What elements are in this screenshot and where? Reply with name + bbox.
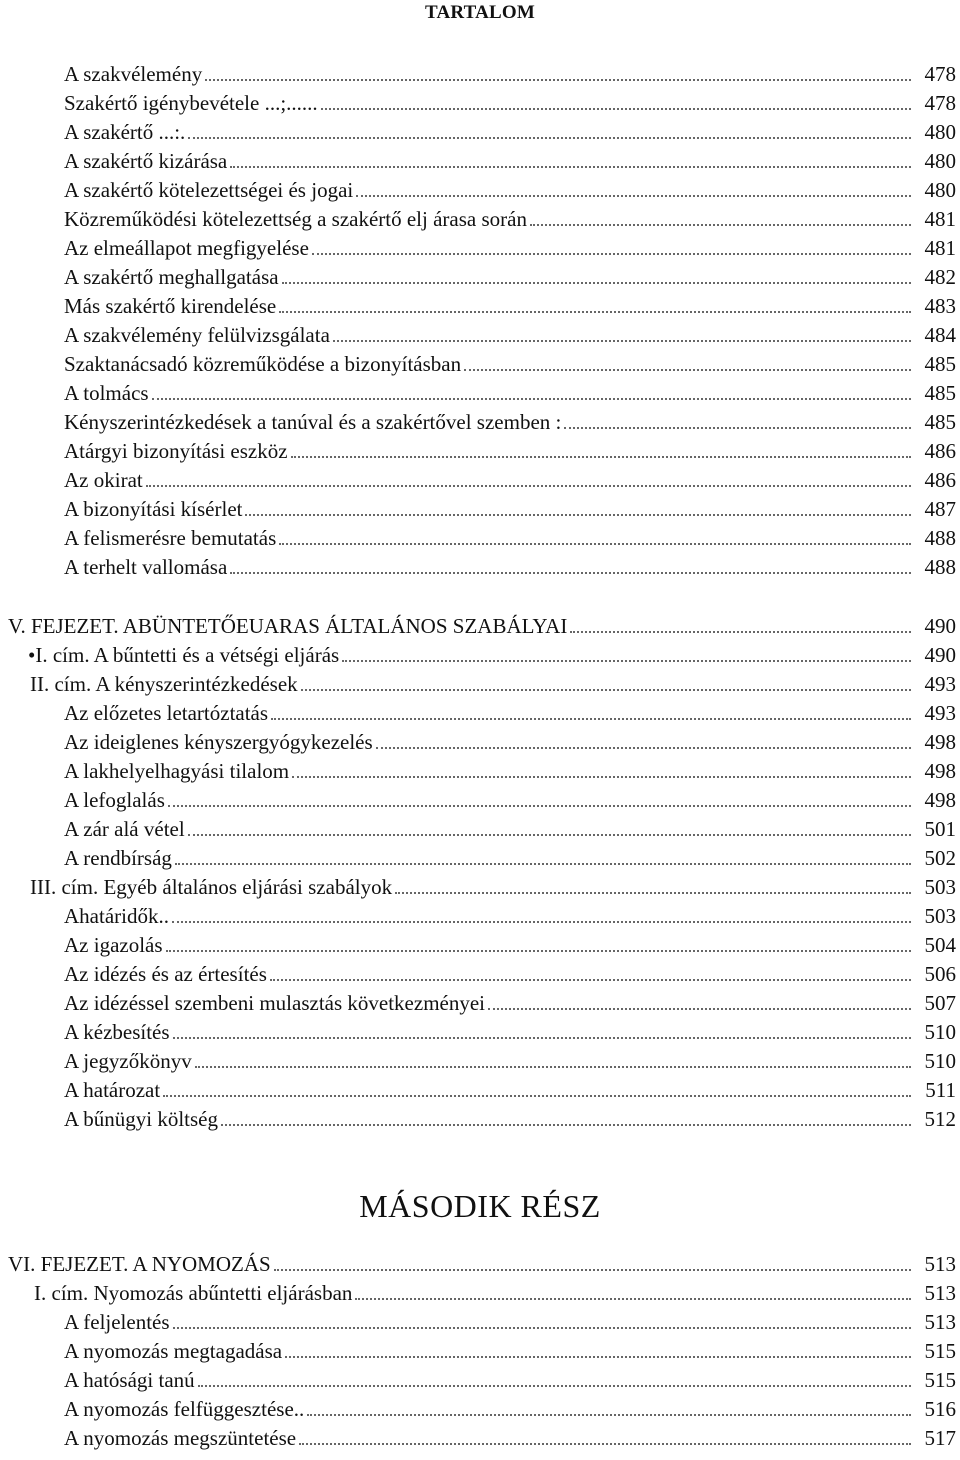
- dot-leader: [163, 1095, 911, 1097]
- toc-entry: [64, 726, 960, 755]
- dot-leader: [299, 1443, 911, 1445]
- entry-title: A nyomozás megtagadása: [64, 1339, 283, 1363]
- entry-title: Az okirat: [64, 468, 143, 492]
- dot-leader: [188, 137, 911, 139]
- entry-title: A terhelt vallomása: [64, 555, 228, 579]
- entry-title: A hatósági tanú: [64, 1368, 195, 1392]
- toc-entry: [64, 406, 960, 435]
- entry-title: A lefoglalás: [64, 788, 165, 812]
- entry-title: V. FEJEZET. ABÜNTETŐEUARAS ÁLTALÁNOS SZABÁLYAI: [8, 614, 568, 638]
- page-header: TARTALOM: [424, 2, 535, 23]
- entry-page: 485: [924, 410, 956, 434]
- toc-entry: [64, 232, 960, 261]
- dot-leader: [198, 1385, 911, 1387]
- entry-title: III. cím. Egyéb általános eljárási szabályok: [30, 875, 393, 899]
- toc-entry: [64, 929, 960, 958]
- entry-title: Az idézéssel szembeni mulasztás következményei: [64, 991, 486, 1015]
- dot-leader: [279, 311, 911, 313]
- dot-leader: [221, 1124, 911, 1126]
- toc-entry: [64, 493, 960, 522]
- dot-leader: [172, 921, 911, 923]
- toc-entry: [64, 784, 960, 813]
- entry-page: 484: [924, 323, 956, 347]
- entry-page: 486: [924, 439, 956, 463]
- entry-title: A szakértő kizárása: [64, 149, 228, 173]
- entry-page: 512: [924, 1107, 956, 1131]
- dot-leader: [307, 1414, 911, 1416]
- entry-page: 515: [924, 1368, 956, 1392]
- dot-leader: [152, 398, 911, 400]
- toc-entry: [64, 464, 960, 493]
- entry-title: Az igazolás: [64, 933, 163, 957]
- entry-title: Közreműködési kötelezettség a szakértő elj árasa során: [64, 207, 527, 231]
- toc-entry: [64, 755, 960, 784]
- entry-page: 498: [924, 788, 956, 812]
- entry-page: 513: [924, 1310, 956, 1334]
- entry-page: 498: [924, 759, 956, 783]
- toc-entry: [64, 1016, 960, 1045]
- entry-title: Szakértő igénybevétele ...;......: [64, 91, 318, 115]
- toc-entry: [64, 1335, 960, 1364]
- entry-title: A határozat: [64, 1078, 161, 1102]
- toc-entry: [64, 1364, 960, 1393]
- entry-page: 488: [924, 526, 956, 550]
- entry-title: Az előzetes letartóztatás: [64, 701, 269, 725]
- entry-page: 481: [924, 236, 956, 260]
- toc-entry: [64, 377, 960, 406]
- entry-page: 485: [924, 381, 956, 405]
- entry-title: Atárgyi bizonyítási eszköz: [64, 439, 288, 463]
- entry-page: 493: [924, 701, 956, 725]
- dot-leader: [271, 718, 911, 720]
- part-heading: MÁSODIK RÉSZ: [359, 1188, 601, 1224]
- dot-leader: [274, 1269, 911, 1271]
- toc-entry: [64, 319, 960, 348]
- dot-leader: [301, 689, 911, 691]
- toc-entry: [64, 58, 960, 87]
- entry-page: 511: [925, 1078, 956, 1102]
- dot-leader: [245, 514, 911, 516]
- entry-page: 481: [924, 207, 956, 231]
- entry-title: Kényszerintézkedések a tanúval és a szakértővel szemben :: [64, 410, 562, 434]
- dot-leader: [356, 195, 911, 197]
- entry-title: Más szakértő kirendelése: [64, 294, 277, 318]
- toc-entry: [64, 435, 960, 464]
- entry-title: A szakvélemény felülvizsgálata: [64, 323, 330, 347]
- entry-title: Szaktanácsadó közreműködése a bizonyításban: [64, 352, 462, 376]
- section-entry: [30, 871, 960, 900]
- entry-page: 480: [924, 178, 956, 202]
- dot-leader: [570, 631, 911, 633]
- section-entry: [28, 639, 960, 668]
- entry-title: A szakértő meghallgatása: [64, 265, 279, 289]
- entry-page: 517: [924, 1426, 956, 1450]
- entry-page: 504: [924, 933, 956, 957]
- entry-page: 513: [924, 1252, 956, 1276]
- entry-title: A tolmács: [64, 381, 149, 405]
- entry-title: A bűnügyi költség: [64, 1107, 219, 1131]
- entry-title: Az elmeállapot megfigyelése: [64, 236, 309, 260]
- toc-entry: [64, 1074, 960, 1103]
- entry-title: VI. FEJEZET. A NYOMOZÁS: [8, 1252, 271, 1276]
- entry-page: 478: [924, 91, 956, 115]
- entry-title: A lakhelyelhagyási tilalom: [64, 759, 290, 783]
- toc-entry: [64, 813, 960, 842]
- dot-leader: [291, 456, 911, 458]
- dot-leader: [464, 369, 911, 371]
- dot-leader: [321, 108, 911, 110]
- dot-leader: [205, 79, 911, 81]
- section-entry: [30, 668, 960, 697]
- entry-title: A szakértő kötelezettségei és jogai: [64, 178, 354, 202]
- toc-entry: [64, 261, 960, 290]
- toc-entry: [64, 1045, 960, 1074]
- dot-leader: [342, 660, 911, 662]
- entry-title: Az ideiglenes kényszergyógykezelés: [64, 730, 373, 754]
- entry-page: 510: [924, 1020, 956, 1044]
- entry-page: 498: [924, 730, 956, 754]
- toc-entry: [64, 987, 960, 1016]
- entry-page: 486: [924, 468, 956, 492]
- dot-leader: [292, 776, 911, 778]
- entry-page: 493: [924, 672, 956, 696]
- dot-leader: [230, 166, 911, 168]
- toc-entry: [64, 174, 960, 203]
- dot-leader: [355, 1298, 911, 1300]
- dot-leader: [376, 747, 911, 749]
- entry-title: A jegyzőkönyv: [64, 1049, 192, 1073]
- dot-leader: [195, 1066, 911, 1068]
- entry-page: 516: [924, 1397, 956, 1421]
- dot-leader: [488, 1008, 911, 1010]
- entry-title: •I. cím. A bűntetti és a vétségi eljárás: [28, 643, 340, 667]
- entry-page: 490: [924, 614, 956, 638]
- entry-title: A felismerésre bemutatás: [64, 526, 277, 550]
- entry-page: 490: [924, 643, 956, 667]
- toc-entry: [64, 522, 960, 551]
- dot-leader: [146, 485, 911, 487]
- entry-page: 482: [924, 265, 956, 289]
- toc-entry: [64, 900, 960, 929]
- entry-title: A kézbesítés: [64, 1020, 170, 1044]
- section-entry: [34, 1277, 960, 1306]
- entry-title: I. cím. Nyomozás abűntetti eljárásban: [34, 1281, 353, 1305]
- entry-page: 503: [924, 875, 956, 899]
- entry-page: 501: [924, 817, 956, 841]
- toc-entry: [64, 1422, 960, 1451]
- dot-leader: [173, 1037, 911, 1039]
- toc-entry: [64, 87, 960, 116]
- dot-leader: [270, 979, 911, 981]
- dot-leader: [285, 1356, 911, 1358]
- dot-leader: [168, 805, 911, 807]
- dot-leader: [175, 863, 911, 865]
- entry-page: 485: [924, 352, 956, 376]
- entry-title: A szakértő ...:.: [64, 120, 186, 144]
- entry-page: 480: [924, 120, 956, 144]
- entry-page: 483: [924, 294, 956, 318]
- entry-page: 515: [924, 1339, 956, 1363]
- entry-title: Ahatáridők..: [64, 904, 169, 928]
- dot-leader: [530, 224, 911, 226]
- entry-title: Az idézés és az értesítés: [64, 962, 267, 986]
- entry-page: 503: [924, 904, 956, 928]
- entry-page: 488: [924, 555, 956, 579]
- dot-leader: [395, 892, 911, 894]
- chapter-entry: [8, 1248, 960, 1277]
- toc-entry: [64, 348, 960, 377]
- entry-page: 510: [924, 1049, 956, 1073]
- toc-entry: [64, 551, 960, 580]
- dot-leader: [230, 572, 911, 574]
- toc-entry: [64, 1306, 960, 1335]
- toc-entry: [64, 697, 960, 726]
- toc-entry: [64, 1103, 960, 1132]
- dot-leader: [279, 543, 911, 545]
- entry-page: 478: [924, 62, 956, 86]
- entry-title: II. cím. A kényszerintézkedések: [30, 672, 298, 696]
- entry-page: 487: [924, 497, 956, 521]
- toc-entry: [64, 203, 960, 232]
- chapter-entry: [8, 610, 960, 639]
- entry-page: 480: [924, 149, 956, 173]
- entry-title: A nyomozás megszüntetése: [64, 1426, 297, 1450]
- entry-page: 502: [924, 846, 956, 870]
- entry-title: A szakvélemény: [64, 62, 203, 86]
- toc-entry: [64, 290, 960, 319]
- toc-entry: [64, 145, 960, 174]
- dot-leader: [173, 1327, 911, 1329]
- dot-leader: [188, 834, 911, 836]
- entry-title: A bizonyítási kísérlet: [64, 497, 243, 521]
- entry-title: A rendbírság: [64, 846, 172, 870]
- entry-page: 506: [924, 962, 956, 986]
- entry-page: 507: [924, 991, 956, 1015]
- toc-entry: [64, 116, 960, 145]
- toc-entry: [64, 842, 960, 871]
- toc-entry: [64, 1393, 960, 1422]
- toc-entry: [64, 958, 960, 987]
- entry-title: A feljelentés: [64, 1310, 170, 1334]
- entry-title: A nyomozás felfüggesztése..: [64, 1397, 305, 1421]
- dot-leader: [312, 253, 911, 255]
- entry-page: 513: [924, 1281, 956, 1305]
- dot-leader: [166, 950, 911, 952]
- entry-title: A zár alá vétel: [64, 817, 185, 841]
- dot-leader: [282, 282, 911, 284]
- dot-leader: [333, 340, 911, 342]
- dot-leader: [564, 427, 911, 429]
